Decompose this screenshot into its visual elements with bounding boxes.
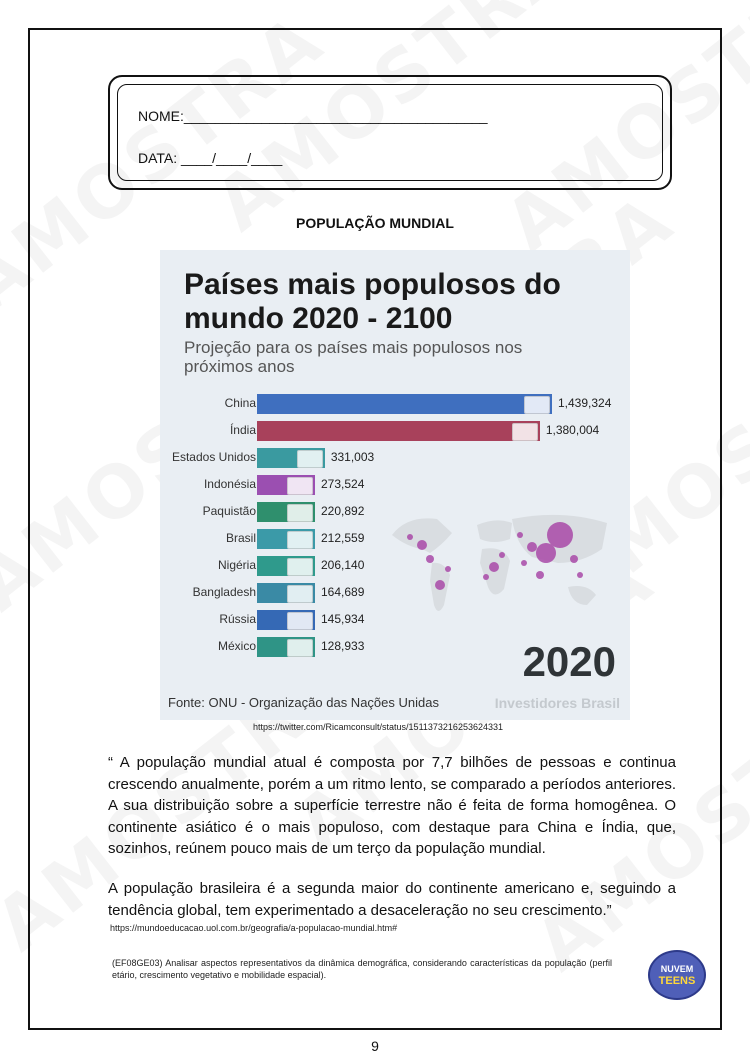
population-infographic [160,250,630,720]
bar-value-label: 273,524 [321,477,365,491]
bar-category-label: Estados Unidos [171,450,256,464]
paragraph-1: “ A população mundial atual é composta por 7,7 bilhões de pessoas e continua crescendo anualmente, porém a um ritmo lento, se comparado a períodos anteriores. A sua distribuição sobre a superfície terrestre não é feita de forma homogênea. O continente asiático é o mais populoso, com destaque para China e Índia, que, sozinhos, reúnem pouco mais de um terço da população mundial. [108,754,676,857]
bar-value-label: 128,933 [321,639,365,653]
bar-category-label: Indonésia [203,477,256,491]
bar-category-label: Bangladesh [192,585,256,599]
chart-row [160,474,630,496]
bar-value-label: 1,439,324 [558,396,612,410]
nuvem-teens-logo [648,950,706,1000]
text-source-link[interactable]: https://mundoeducacao.uol.com.br/geografia/a-populacao-mundial.htm# [110,923,398,933]
flag-icon [287,585,313,603]
bar-category-label: México [217,639,256,653]
flag-icon [287,477,313,495]
logo-line-1: NUVEM [660,964,694,974]
bar-category-label: Paquistão [202,504,256,518]
bar-category-label: Rússia [219,612,256,626]
name-box-inner [117,84,663,181]
paragraph-2: A população brasileira é a segunda maior do continente americano e, seguindo a tendência global, tem experimentado a desaceleração no seu crescimento.” [108,880,676,919]
bar-category-label: Brasil [225,531,256,545]
bar-value-label: 1,380,004 [545,423,600,437]
chart-row [160,393,630,415]
logo-line-2: TEENS [658,975,696,987]
flag-icon [287,531,313,549]
bar [257,421,540,441]
flag-icon [287,612,313,630]
flag-icon [297,450,323,468]
skill-code-note: (EF08GE03) Analisar aspectos representativos da dinâmica demográfica, considerando características da população (perfil etário, crescimento vegetativo e mobilidade espacial). [112,958,612,980]
section-title: POPULAÇÃO MUNDIAL [296,215,454,231]
year-label: 2020 [522,638,616,685]
bar-category-label: Índia [229,423,256,437]
bar-value-label: 331,003 [330,450,375,464]
date-field[interactable]: DATA: ____/____/____ [138,150,283,166]
bar [257,394,552,414]
flag-icon [524,396,550,414]
page-number: 9 [371,1038,379,1054]
source-note: Fonte: ONU - Organização das Nações Unidas [168,695,439,710]
bar-category-label: China [224,396,256,410]
image-source-link[interactable]: https://twitter.com/Ricamconsult/status/1511373216253624331 [253,722,503,732]
flag-icon [287,504,313,522]
bar-value-label: 164,689 [321,585,365,599]
brand-label: Investidores Brasil [494,695,620,711]
flag-icon [287,639,313,657]
infographic-title: Países mais populosos do mundo 2020 - 2100 [184,268,561,335]
bar-value-label: 145,934 [321,612,365,626]
infographic-subtitle: Projeção para os países mais populosos nos próximos anos [184,338,523,376]
bar-value-label: 220,892 [321,504,365,518]
bar-value-label: 212,559 [321,531,365,545]
flag-icon [287,558,313,576]
chart-row [160,420,630,442]
name-field[interactable]: NOME:_______________________________________ [138,108,488,124]
chart-row [160,447,630,469]
flag-icon [512,423,538,441]
bar-value-label: 206,140 [321,558,365,572]
world-map [382,505,620,625]
bar-category-label: Nigéria [217,558,256,572]
